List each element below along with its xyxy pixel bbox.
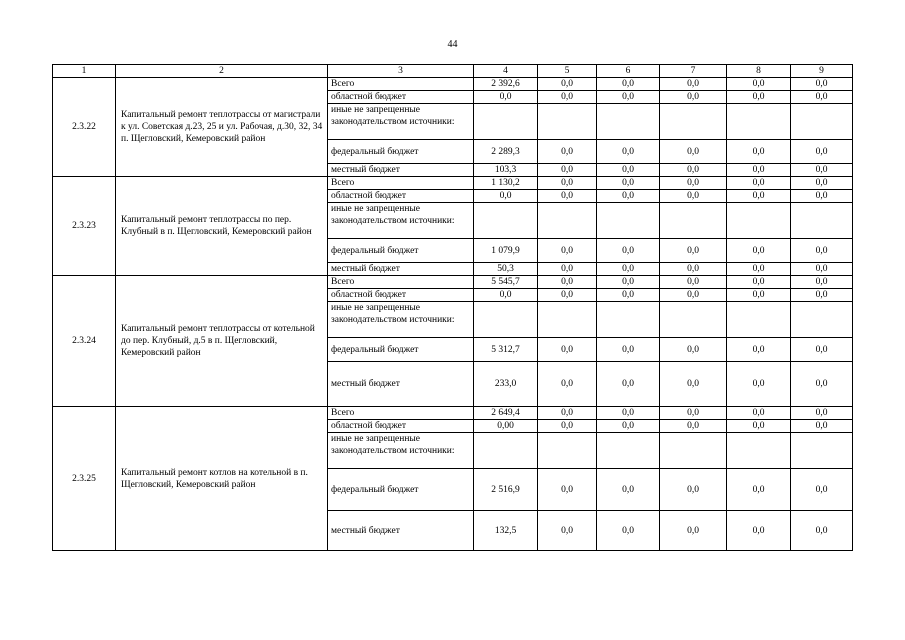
value-cell-col-9: 0,0 xyxy=(791,407,853,420)
value-cell-col-8: 0,0 xyxy=(727,338,791,362)
value-cell-col-6: 0,0 xyxy=(597,190,660,203)
value-cell-col-6 xyxy=(597,104,660,140)
funding-source-label: иные не запрещенные законодательством источники: xyxy=(328,433,474,469)
value-cell-col-8: 0,0 xyxy=(727,511,791,551)
column-header-1: 1 xyxy=(53,65,116,78)
value-cell-col-5: 0,0 xyxy=(538,190,597,203)
item-code: 2.3.24 xyxy=(53,276,116,407)
value-cell-col-6: 0,0 xyxy=(597,78,660,91)
value-cell-col-4 xyxy=(474,203,538,239)
value-cell-col-9: 0,0 xyxy=(791,164,853,177)
funding-source-label: Всего xyxy=(328,78,474,91)
item-code: 2.3.23 xyxy=(53,177,116,276)
column-header-5: 5 xyxy=(538,65,597,78)
funding-source-label: иные не запрещенные законодательством источники: xyxy=(328,203,474,239)
value-cell-col-7: 0,0 xyxy=(660,177,727,190)
column-header-8: 8 xyxy=(727,65,791,78)
value-cell-col-5: 0,0 xyxy=(538,407,597,420)
header-row xyxy=(53,65,853,78)
funding-source-label: иные не запрещенные законодательством источники: xyxy=(328,104,474,140)
value-cell-col-8: 0,0 xyxy=(727,407,791,420)
value-cell-col-7: 0,0 xyxy=(660,263,727,276)
value-cell-col-5: 0,0 xyxy=(538,91,597,104)
value-cell-col-9: 0,0 xyxy=(791,338,853,362)
value-cell-col-7: 0,0 xyxy=(660,140,727,164)
value-cell-col-7: 0,0 xyxy=(660,78,727,91)
funding-source-label: местный бюджет xyxy=(328,511,474,551)
table-row xyxy=(53,276,853,289)
value-cell-col-7: 0,0 xyxy=(660,511,727,551)
funding-source-label: областной бюджет xyxy=(328,91,474,104)
value-cell-col-4: 1 130,2 xyxy=(474,177,538,190)
column-header-4: 4 xyxy=(474,65,538,78)
page-number: 44 xyxy=(447,39,458,50)
value-cell-col-5: 0,0 xyxy=(538,338,597,362)
budget-table xyxy=(52,64,853,551)
funding-source-label: федеральный бюджет xyxy=(328,140,474,164)
value-cell-col-5: 0,0 xyxy=(538,140,597,164)
value-cell-col-5: 0,0 xyxy=(538,276,597,289)
value-cell-col-7: 0,0 xyxy=(660,420,727,433)
value-cell-col-6: 0,0 xyxy=(597,420,660,433)
column-header-7: 7 xyxy=(660,65,727,78)
funding-source-label: Всего xyxy=(328,407,474,420)
table-row xyxy=(53,177,853,190)
value-cell-col-6: 0,0 xyxy=(597,469,660,511)
value-cell-col-8: 0,0 xyxy=(727,276,791,289)
value-cell-col-4: 2 649,4 xyxy=(474,407,538,420)
value-cell-col-9: 0,0 xyxy=(791,177,853,190)
value-cell-col-7: 0,0 xyxy=(660,239,727,263)
value-cell-col-8: 0,0 xyxy=(727,78,791,91)
value-cell-col-9: 0,0 xyxy=(791,190,853,203)
funding-source-label: федеральный бюджет xyxy=(328,239,474,263)
value-cell-col-6 xyxy=(597,302,660,338)
value-cell-col-4 xyxy=(474,433,538,469)
value-cell-col-9 xyxy=(791,433,853,469)
value-cell-col-5 xyxy=(538,302,597,338)
value-cell-col-9: 0,0 xyxy=(791,420,853,433)
value-cell-col-7 xyxy=(660,433,727,469)
value-cell-col-9 xyxy=(791,203,853,239)
value-cell-col-7 xyxy=(660,203,727,239)
value-cell-col-5: 0,0 xyxy=(538,263,597,276)
value-cell-col-6 xyxy=(597,433,660,469)
value-cell-col-6: 0,0 xyxy=(597,177,660,190)
value-cell-col-8 xyxy=(727,433,791,469)
value-cell-col-4 xyxy=(474,104,538,140)
value-cell-col-4: 2 392,6 xyxy=(474,78,538,91)
value-cell-col-8: 0,0 xyxy=(727,140,791,164)
value-cell-col-9: 0,0 xyxy=(791,78,853,91)
value-cell-col-4: 50,3 xyxy=(474,263,538,276)
value-cell-col-5: 0,0 xyxy=(538,289,597,302)
table-row xyxy=(53,407,853,420)
value-cell-col-4: 0,0 xyxy=(474,91,538,104)
value-cell-col-5: 0,0 xyxy=(538,164,597,177)
value-cell-col-8 xyxy=(727,302,791,338)
item-code: 2.3.22 xyxy=(53,78,116,177)
value-cell-col-9: 0,0 xyxy=(791,276,853,289)
value-cell-col-6: 0,0 xyxy=(597,239,660,263)
funding-source-label: Всего xyxy=(328,177,474,190)
item-code: 2.3.25 xyxy=(53,407,116,551)
value-cell-col-9: 0,0 xyxy=(791,239,853,263)
value-cell-col-7 xyxy=(660,104,727,140)
column-header-6: 6 xyxy=(597,65,660,78)
value-cell-col-4 xyxy=(474,302,538,338)
value-cell-col-5: 0,0 xyxy=(538,239,597,263)
funding-source-label: местный бюджет xyxy=(328,164,474,177)
value-cell-col-4: 2 289,3 xyxy=(474,140,538,164)
column-header-9: 9 xyxy=(791,65,853,78)
value-cell-col-9 xyxy=(791,302,853,338)
value-cell-col-7 xyxy=(660,302,727,338)
value-cell-col-8 xyxy=(727,203,791,239)
value-cell-col-4: 0,0 xyxy=(474,289,538,302)
value-cell-col-9: 0,0 xyxy=(791,289,853,302)
value-cell-col-5 xyxy=(538,203,597,239)
value-cell-col-5 xyxy=(538,104,597,140)
value-cell-col-8: 0,0 xyxy=(727,164,791,177)
value-cell-col-5: 0,0 xyxy=(538,78,597,91)
value-cell-col-4: 233,0 xyxy=(474,362,538,407)
value-cell-col-5: 0,0 xyxy=(538,362,597,407)
item-description: Капитальный ремонт теплотрассы от магистрали к ул. Советская д.23, 25 и ул. Рабочая, д.30, 32, 34 п. Щегловский, Кемеровский район xyxy=(116,78,328,177)
value-cell-col-8: 0,0 xyxy=(727,177,791,190)
value-cell-col-4: 132,5 xyxy=(474,511,538,551)
value-cell-col-6: 0,0 xyxy=(597,407,660,420)
value-cell-col-7: 0,0 xyxy=(660,338,727,362)
value-cell-col-8 xyxy=(727,104,791,140)
value-cell-col-9: 0,0 xyxy=(791,362,853,407)
value-cell-col-4: 2 516,9 xyxy=(474,469,538,511)
funding-source-label: федеральный бюджет xyxy=(328,469,474,511)
value-cell-col-7: 0,0 xyxy=(660,469,727,511)
value-cell-col-9: 0,0 xyxy=(791,91,853,104)
table-row xyxy=(53,78,853,91)
column-header-2: 2 xyxy=(116,65,328,78)
item-description: Капитальный ремонт теплотрассы по пер. Клубный в п. Щегловский, Кемеровский район xyxy=(116,177,328,276)
column-header-3: 3 xyxy=(328,65,474,78)
item-description: Капитальный ремонт теплотрассы от котельной до пер. Клубный, д.5 в п. Щегловский, Кемеровский район xyxy=(116,276,328,407)
value-cell-col-5 xyxy=(538,433,597,469)
value-cell-col-7: 0,0 xyxy=(660,190,727,203)
value-cell-col-5: 0,0 xyxy=(538,177,597,190)
value-cell-col-6: 0,0 xyxy=(597,276,660,289)
value-cell-col-4: 5 312,7 xyxy=(474,338,538,362)
value-cell-col-7: 0,0 xyxy=(660,289,727,302)
funding-source-label: федеральный бюджет xyxy=(328,338,474,362)
value-cell-col-6: 0,0 xyxy=(597,511,660,551)
value-cell-col-9: 0,0 xyxy=(791,140,853,164)
value-cell-col-6: 0,0 xyxy=(597,362,660,407)
funding-source-label: Всего xyxy=(328,276,474,289)
funding-source-label: иные не запрещенные законодательством источники: xyxy=(328,302,474,338)
value-cell-col-8: 0,0 xyxy=(727,362,791,407)
funding-source-label: местный бюджет xyxy=(328,263,474,276)
value-cell-col-7: 0,0 xyxy=(660,164,727,177)
value-cell-col-5: 0,0 xyxy=(538,511,597,551)
value-cell-col-6: 0,0 xyxy=(597,91,660,104)
value-cell-col-4: 0,00 xyxy=(474,420,538,433)
value-cell-col-9: 0,0 xyxy=(791,511,853,551)
value-cell-col-8: 0,0 xyxy=(727,263,791,276)
value-cell-col-6: 0,0 xyxy=(597,263,660,276)
funding-source-label: областной бюджет xyxy=(328,190,474,203)
value-cell-col-9 xyxy=(791,104,853,140)
value-cell-col-6: 0,0 xyxy=(597,289,660,302)
value-cell-col-4: 5 545,7 xyxy=(474,276,538,289)
funding-source-label: областной бюджет xyxy=(328,420,474,433)
value-cell-col-7: 0,0 xyxy=(660,362,727,407)
value-cell-col-8: 0,0 xyxy=(727,289,791,302)
funding-source-label: областной бюджет xyxy=(328,289,474,302)
value-cell-col-9: 0,0 xyxy=(791,469,853,511)
value-cell-col-4: 0,0 xyxy=(474,190,538,203)
value-cell-col-5: 0,0 xyxy=(538,469,597,511)
value-cell-col-7: 0,0 xyxy=(660,407,727,420)
value-cell-col-7: 0,0 xyxy=(660,91,727,104)
value-cell-col-6: 0,0 xyxy=(597,140,660,164)
value-cell-col-8: 0,0 xyxy=(727,420,791,433)
value-cell-col-9: 0,0 xyxy=(791,263,853,276)
value-cell-col-4: 103,3 xyxy=(474,164,538,177)
value-cell-col-8: 0,0 xyxy=(727,239,791,263)
item-description: Капитальный ремонт котлов на котельной в п. Щегловский, Кемеровский район xyxy=(116,407,328,551)
funding-source-label: местный бюджет xyxy=(328,362,474,407)
value-cell-col-6 xyxy=(597,203,660,239)
value-cell-col-7: 0,0 xyxy=(660,276,727,289)
value-cell-col-4: 1 079,9 xyxy=(474,239,538,263)
value-cell-col-5: 0,0 xyxy=(538,420,597,433)
value-cell-col-8: 0,0 xyxy=(727,190,791,203)
value-cell-col-6: 0,0 xyxy=(597,164,660,177)
value-cell-col-8: 0,0 xyxy=(727,91,791,104)
value-cell-col-8: 0,0 xyxy=(727,469,791,511)
value-cell-col-6: 0,0 xyxy=(597,338,660,362)
